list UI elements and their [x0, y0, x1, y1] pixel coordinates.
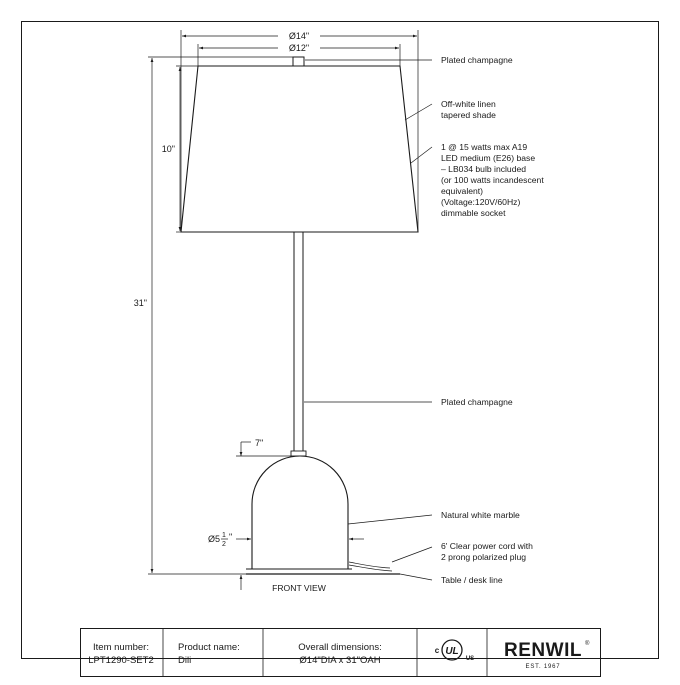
item-number-label: Item number: — [93, 642, 149, 653]
title-block — [81, 629, 601, 677]
callout-table-line-1: Table / desk line — [441, 575, 503, 585]
lamp-shade — [181, 66, 418, 232]
renwil-logo — [504, 640, 590, 670]
callout-stem-line-1: Plated champagne — [441, 397, 513, 407]
callout-stem — [441, 397, 513, 407]
view-label: FRONT VIEW — [272, 583, 326, 593]
callout-cord-line-1: 6' Clear power cord with — [441, 541, 533, 551]
dim-shade-bottom-label: Ø12" — [288, 43, 310, 53]
overall-dimensions-value: Ø14"DIA x 31"OAH — [299, 655, 381, 666]
product-name-label: Product name: — [178, 642, 240, 653]
brand-established: EST. 1967 — [525, 664, 561, 670]
callout-bulb-line-2: LED medium (E26) base — [441, 153, 536, 163]
item-number-value: LPT1290-SET2 — [88, 655, 154, 666]
callout-base-line-1: Natural white marble — [441, 510, 520, 520]
callout-base — [441, 510, 520, 520]
callout-shade-line-2: tapered shade — [441, 110, 496, 120]
callout-cord — [441, 541, 533, 562]
callout-table — [441, 575, 503, 585]
callout-cord-line-2: 2 prong polarized plug — [441, 552, 527, 562]
dim-base-diameter-frac: 2 — [222, 541, 226, 548]
callout-bulb-line-1: 1 @ 15 watts max A19 — [441, 142, 528, 152]
cert-c-text: c — [434, 646, 440, 655]
dim-shade-top-label: Ø14" — [288, 31, 310, 41]
brand-registered-mark: ® — [585, 641, 590, 647]
lamp-stem — [294, 232, 303, 453]
overall-dimensions-label: Overall dimensions: — [298, 642, 382, 653]
callout-finial — [441, 55, 513, 65]
callout-bulb-line-5: equivalent) — [441, 186, 484, 196]
power-cord — [349, 562, 390, 568]
dim-base-height-label: 7" — [255, 438, 264, 448]
dim-base-diameter-unit: " — [229, 532, 233, 542]
callout-bulb — [441, 142, 544, 218]
dim-base-diameter-prefix: Ø5 — [208, 534, 221, 544]
brand-name: RENWIL — [504, 640, 582, 661]
cert-us-text: US — [465, 656, 475, 662]
finial — [293, 57, 304, 66]
callout-bulb-line-4: (or 100 watts incandescent — [441, 175, 544, 185]
stem-collar — [291, 451, 306, 456]
dim-overall-height-label: 31" — [133, 298, 147, 308]
callout-bulb-line-6: (Voltage:120V/60Hz) — [441, 197, 521, 207]
product-name-value: Dili — [178, 655, 192, 666]
callout-bulb-line-3: – LB034 bulb included — [441, 164, 527, 174]
callout-bulb-line-7: dimmable socket — [441, 208, 506, 218]
cert-mark-text: UL — [445, 646, 459, 657]
callout-finial-line-1: Plated champagne — [441, 55, 513, 65]
lamp-front-view — [181, 57, 418, 574]
dim-base-diameter-whole: 1 — [222, 532, 226, 539]
marble-base — [252, 456, 348, 569]
callout-shade — [441, 99, 496, 120]
dim-shade-height-label: 10" — [161, 144, 175, 154]
callout-shade-line-1: Off-white linen — [441, 99, 496, 109]
